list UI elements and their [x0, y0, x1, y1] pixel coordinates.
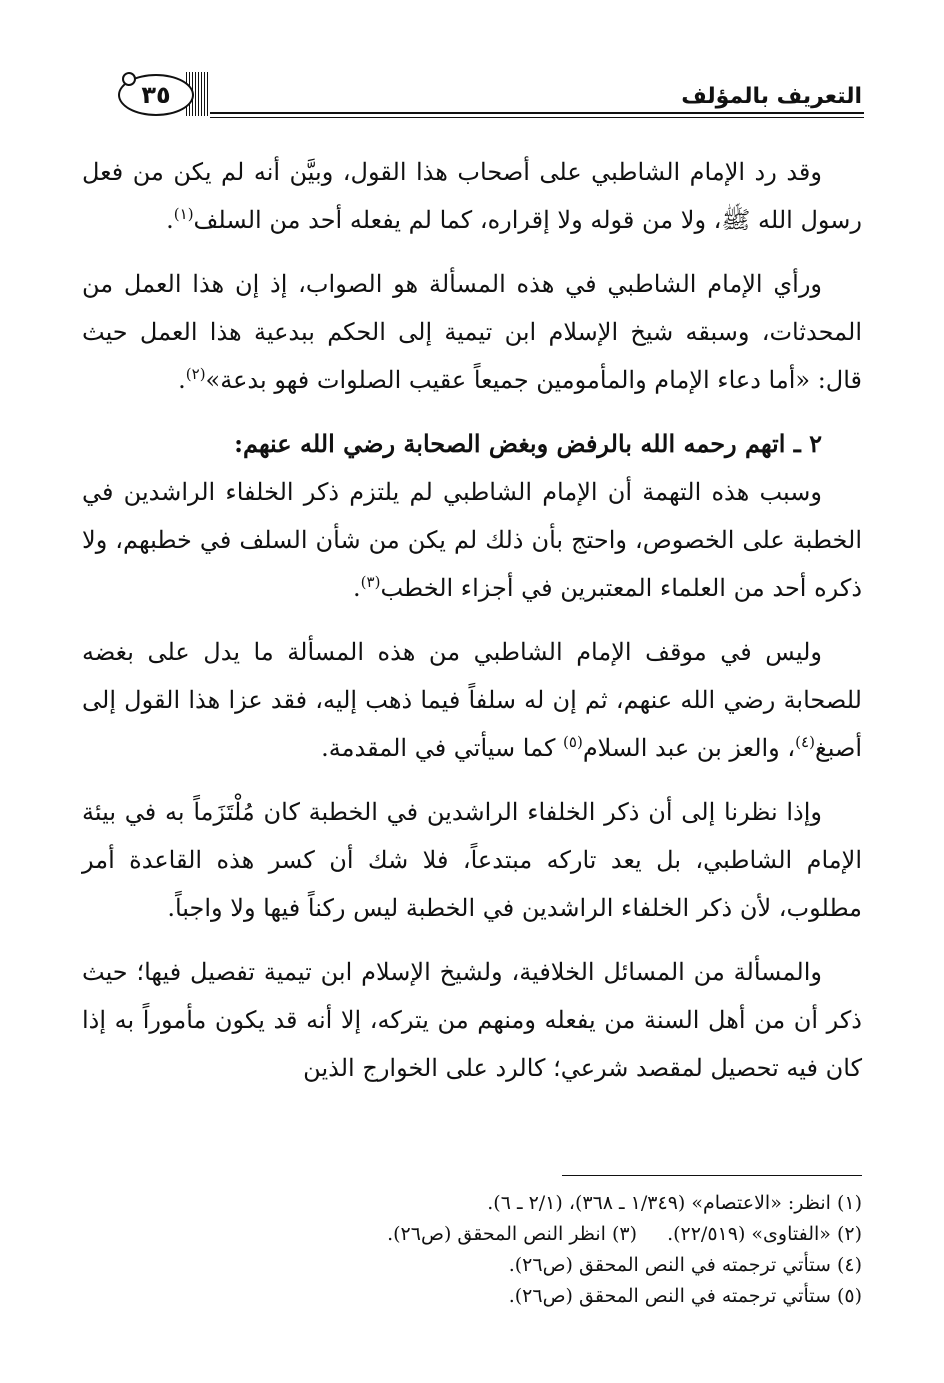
paragraph-4 — [82, 628, 862, 772]
footnote-ref: (٥) — [563, 733, 583, 751]
paragraph-2 — [82, 260, 862, 404]
heading-text: ٢ ـ اتهم رحمه الله بالرفض وبغض الصحابة رضي الله عنهم: — [234, 429, 822, 458]
footnote-1: (١) انظر: «الاعتصام» (١/٣٤٩ ـ ٣٦٨)، (٢/١ ـ ٦). — [487, 1192, 862, 1214]
paragraph-5 — [82, 788, 862, 932]
paragraph-1 — [82, 148, 862, 244]
paragraph-text: وسبب هذه التهمة أن الإمام الشاطبي لم يلتزم ذكر الخلفاء الراشدين في الخطبة على الخصوص، واحتج بأن ذلك لم يكن من شأن السلف في خطبهم، ولا ذكره أحد من العلماء المعتبرين في أجزاء الخطب — [82, 478, 862, 602]
paragraph-text: ورأي الإمام الشاطبي في هذه المسألة هو الصواب، إذ إن هذا العمل من المحدثات، وسبقه شيخ الإسلام ابن تيمية إلى الحكم ببدعية هذا العمل حيث قال: «أما دعاء الإمام والمأمومين جميعاً عقيب الصلوات فهو بدعة» — [82, 270, 862, 394]
paragraph-tail: . — [353, 574, 361, 602]
page-header — [0, 60, 944, 130]
footnote-separator — [562, 1175, 862, 1176]
paragraph-text: والمسألة من المسائل الخلافية، ولشيخ الإسلام ابن تيمية تفصيل فيها؛ حيث ذكر أن من أهل السنة من يفعله ومنهم من يتركه، إلا أنه قد يكون مأموراً به إذا كان فيه تحصيل لمقصد شرعي؛ كالرد على الخوارج الذين — [82, 958, 862, 1082]
footnote-row — [82, 1219, 862, 1250]
header-rule — [210, 112, 864, 114]
footnote-5: (٥) ستأتي ترجمته في النص المحقق (ص٢٦). — [508, 1285, 862, 1307]
running-title: التعريف بالمؤلف — [681, 84, 862, 109]
paragraph-tail: . — [178, 366, 186, 394]
paragraph-6 — [82, 948, 862, 1092]
main-text — [82, 148, 862, 1108]
footnote-ref: (٣) — [360, 573, 381, 591]
paragraph-text: وقد رد الإمام الشاطبي على أصحاب هذا القول، وبيَّن أنه لم يكن من فعل رسول الله ﷺ، ولا من قوله ولا إقراره، كما لم يفعله أحد من السلف — [82, 158, 862, 234]
footnote-2: (٢) «الفتاوى» (٢٢/٥١٩). — [667, 1223, 862, 1245]
paragraph-mid: ، والعز بن عبد السلام — [582, 734, 796, 762]
footnote-ref: (٢) — [185, 365, 206, 383]
footnote-4: (٤) ستأتي ترجمته في النص المحقق (ص٢٦). — [508, 1254, 862, 1276]
footnotes — [82, 1188, 862, 1312]
paragraph-3 — [82, 468, 862, 612]
paragraph-text: وليس في موقف الإمام الشاطبي من هذه المسألة ما يدل على بغضه للصحابة رضي الله عنهم، ثم إن له سلفاً فيما ذهب إليه، فقد عزا هذا القول إلى أصبغ — [82, 638, 862, 762]
paragraph-tail: . — [166, 206, 174, 234]
section-heading — [82, 420, 862, 468]
footnote-ref: (٤) — [795, 733, 815, 751]
page-number: ٣٥ — [118, 74, 194, 116]
footnote-ref: (١) — [173, 205, 194, 223]
footnote-3: (٣) انظر النص المحقق (ص٢٦). — [387, 1223, 638, 1245]
paragraph-text: وإذا نظرنا إلى أن ذكر الخلفاء الراشدين في الخطبة كان مُلْتَزَماً به في بيئة الإمام الشاطبي، بل يعد تاركه مبتدعاً، فلا شك أن كسر هذه القاعدة أمر مطلوب، لأن ذكر الخلفاء الراشدين في الخطبة ليس ركناً فيها ولا واجباً. — [82, 798, 862, 922]
header-rule-thin — [210, 117, 864, 118]
paragraph-tail: كما سيأتي في المقدمة. — [321, 734, 564, 762]
ornament-dot-icon — [122, 72, 136, 86]
